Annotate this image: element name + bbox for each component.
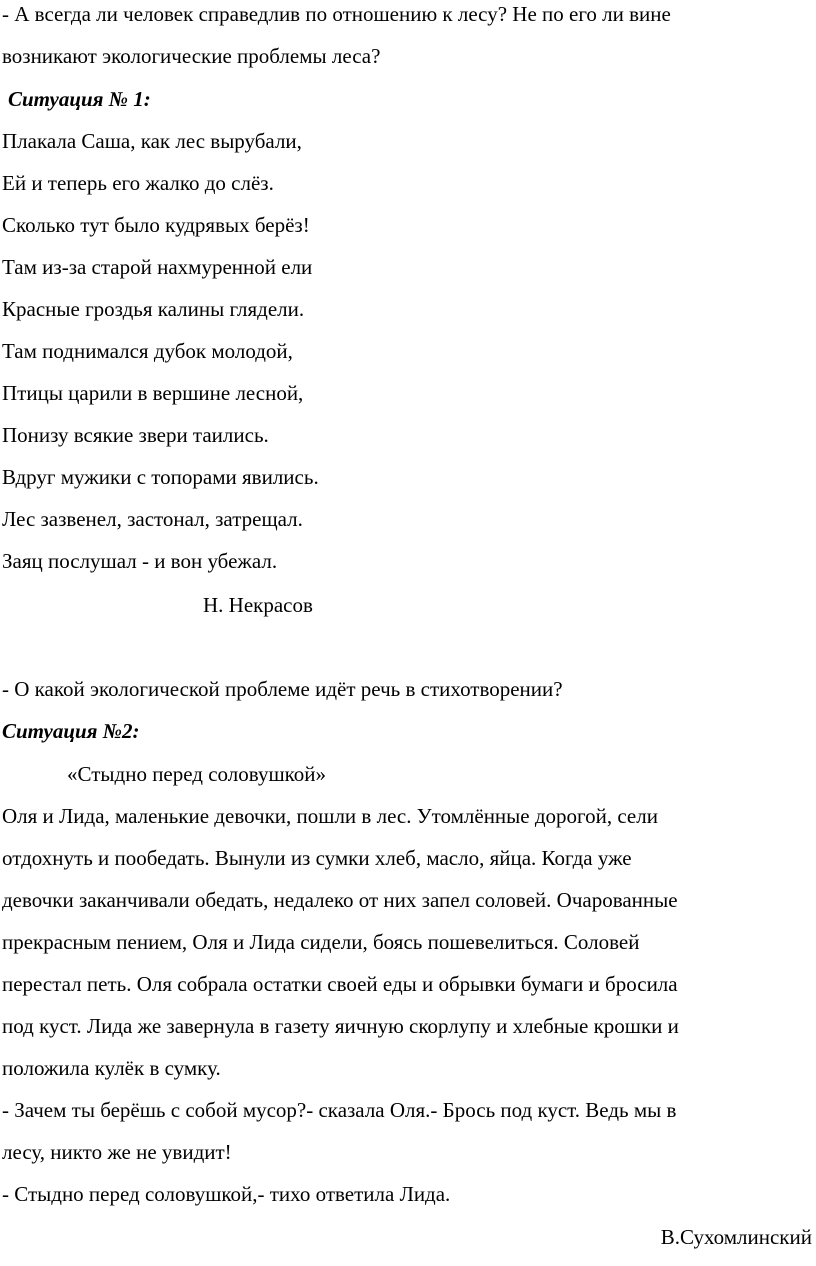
situation-2-heading: Ситуация №2: (2, 719, 140, 743)
intro-line: возникают экологические проблемы леса? (2, 44, 381, 68)
poem-line: Плакала Саша, как лес вырубали, (2, 129, 302, 153)
story-line: - Зачем ты берёшь с собой мусор?- сказала Оля.- Брось под куст. Ведь мы в (2, 1098, 677, 1122)
poem-author: Н. Некрасов (203, 593, 313, 617)
question-line: - О какой экологической проблеме идёт речь в стихотворении? (2, 677, 563, 701)
poem-line: Сколько тут было кудрявых берёз! (2, 213, 310, 237)
story-line: под куст. Лида же завернула в газету яичную скорлупу и хлебные крошки и (2, 1014, 679, 1038)
story-line: Оля и Лида, маленькие девочки, пошли в лес. Утомлённые дорогой, сели (2, 804, 658, 828)
poem-line: Там поднимался дубок молодой, (2, 339, 293, 363)
poem-line: Птицы царили в вершине лесной, (2, 381, 304, 405)
poem-line: Вдруг мужики с топорами явились. (2, 465, 319, 489)
poem-line: Там из-за старой нахмуренной ели (2, 255, 313, 279)
story-line: прекрасным пением, Оля и Лида сидели, боясь пошевелиться. Соловей (2, 930, 640, 954)
story-line: - Стыдно перед соловушкой,- тихо ответила Лида. (2, 1182, 451, 1206)
story-author: В.Сухомлинский (660, 1225, 812, 1249)
story-title: «Стыдно перед соловушкой» (67, 762, 326, 786)
poem-line: Лес зазвенел, застонал, затрещал. (2, 507, 303, 531)
poem-line: Ей и теперь его жалко до слёз. (2, 171, 274, 195)
story-line: положила кулёк в сумку. (2, 1056, 221, 1080)
poem-line: Красные гроздья калины глядели. (2, 297, 305, 321)
situation-1-heading: Ситуация № 1: (8, 87, 151, 111)
story-line: лесу, никто же не увидит! (2, 1140, 232, 1164)
story-line: отдохнуть и пообедать. Вынули из сумки хлеб, масло, яйца. Когда уже (2, 846, 632, 870)
poem-line: Понизу всякие звери таились. (2, 423, 269, 447)
story-line: девочки заканчивали обедать, недалеко от них запел соловей. Очарованные (2, 888, 678, 912)
poem-line: Заяц послушал - и вон убежал. (2, 549, 278, 573)
story-line: перестал петь. Оля собрала остатки своей еды и обрывки бумаги и бросила (2, 972, 678, 996)
intro-line: - А всегда ли человек справедлив по отношению к лесу? Не по его ли вине (2, 2, 671, 26)
